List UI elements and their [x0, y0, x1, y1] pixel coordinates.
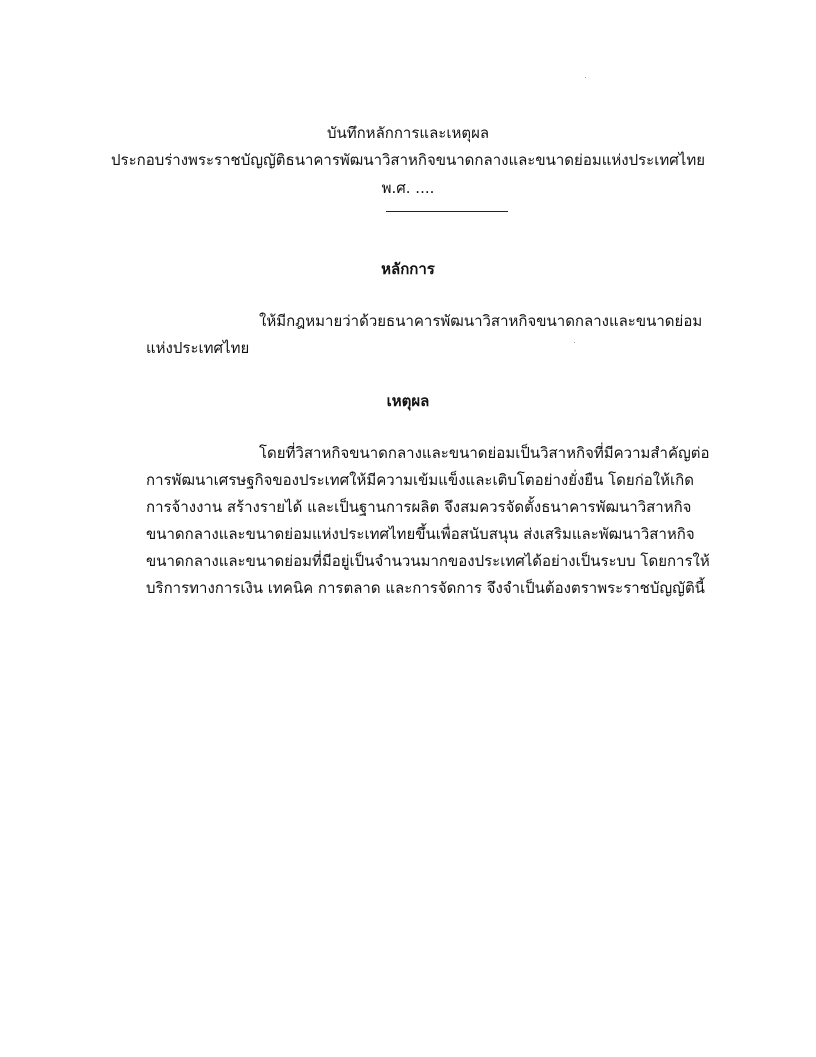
reason-line-3: การจ้างงาน สร้างรายได้ และเป็นฐานการผลิต จึงสมควรจัดตั้งธนาคารพัฒนาวิสาหกิจ — [146, 498, 692, 516]
reason-line-1: โดยที่วิสาหกิจขนาดกลางและขนาดย่อมเป็นวิสาหกิจที่มีความสำคัญต่อ — [259, 444, 710, 462]
principle-line-1: ให้มีกฎหมายว่าด้วยธนาคารพัฒนาวิสาหกิจขนาดกลางและขนาดย่อม — [259, 312, 703, 330]
reason-line-5: ขนาดกลางและขนาดย่อมที่มีอยู่เป็นจำนวนมากของประเทศได้อย่างเป็นระบบ โดยการให้ — [146, 552, 710, 570]
principle-heading: หลักการ — [381, 260, 435, 278]
scan-speck — [574, 342, 575, 343]
document-subtitle: ประกอบร่างพระราชบัญญัติธนาคารพัฒนาวิสาหกิจขนาดกลางและขนาดย่อมแห่งประเทศไทย — [111, 151, 705, 169]
document-year: พ.ศ. .... — [381, 179, 435, 197]
document-title: บันทึกหลักการและเหตุผล — [326, 124, 490, 142]
reason-line-2: การพัฒนาเศรษฐกิจของประเทศให้มีความเข้มแข็งและเติบโตอย่างยั่งยืน โดยก่อให้เกิด — [146, 471, 694, 489]
reason-line-6: บริการทางการเงิน เทคนิค การตลาด และการจัดการ จึงจำเป็นต้องตราพระราชบัญญัตินี้ — [146, 579, 705, 597]
reason-line-4: ขนาดกลางและขนาดย่อมแห่งประเทศไทยขึ้นเพื่อสนับสนุน ส่งเสริมและพัฒนาวิสาหกิจ — [146, 525, 695, 543]
principle-line-2: แห่งประเทศไทย — [146, 339, 250, 357]
reason-heading: เหตุผล — [386, 392, 430, 410]
title-divider — [386, 211, 508, 212]
scan-speck — [585, 77, 586, 78]
